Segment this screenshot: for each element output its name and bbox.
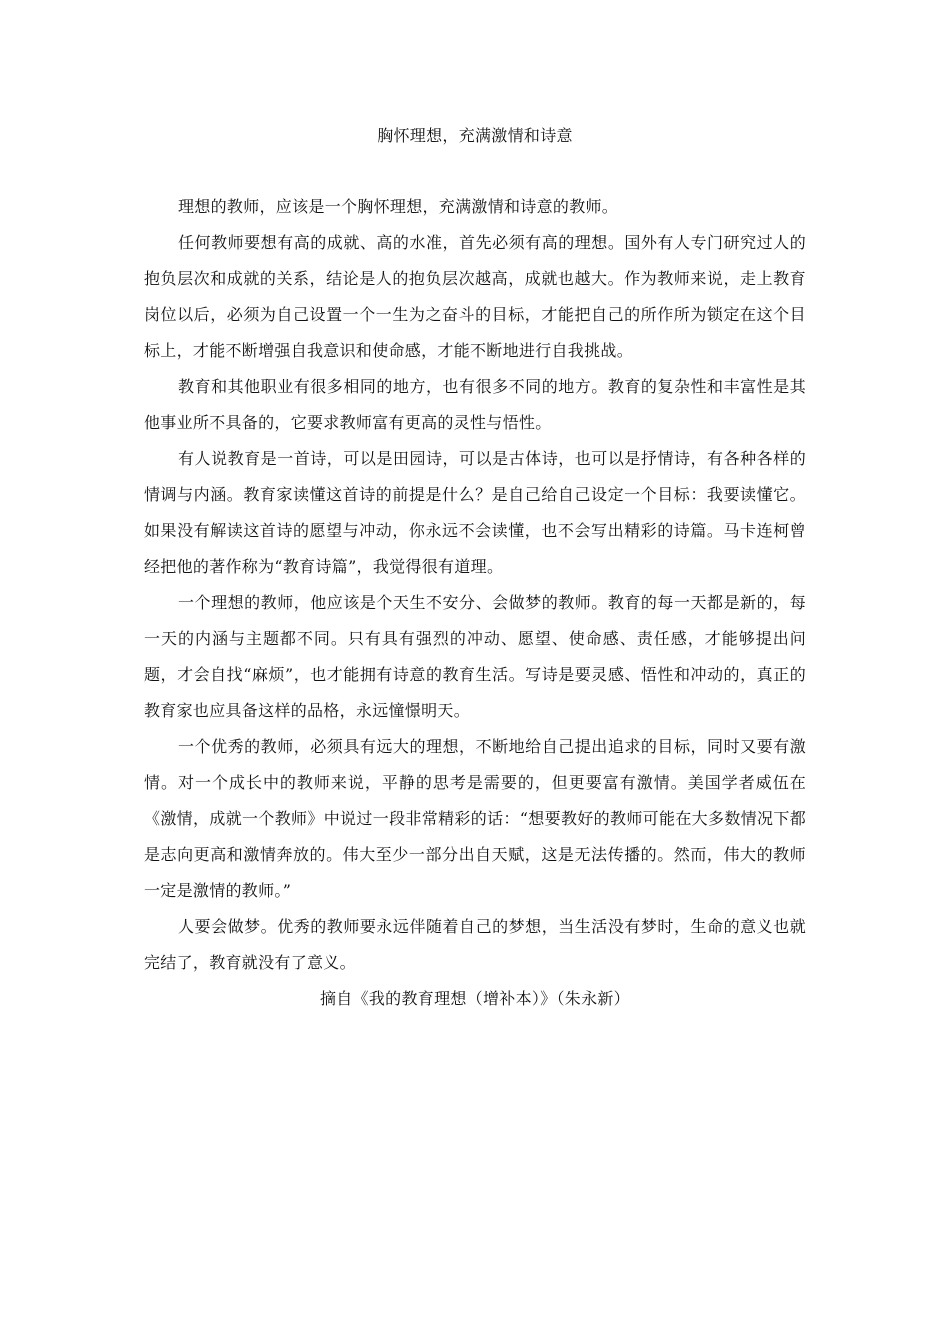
document-body (144, 189, 806, 1017)
document-title: 胸怀理想，充满激情和诗意 (377, 126, 573, 145)
paragraph-6: 一个优秀的教师，必须具有远大的理想，不断地给自己提出追求的目标，同时又要有激情。对一个成长中的教师来说，平静的思考是需要的，但更要富有激情。美国学者威伍在《激情，成就一个教师》中说过一段非常精彩的话：“想要教好的教师可能在大多数情况下都是志向更高和激情奔放的。伟大至少一部分出自天赋，这是无法传播的。然而，伟大的教师一定是激情的教师。” (144, 737, 806, 900)
paragraph-1: 理想的教师，应该是一个胸怀理想，充满激情和诗意的教师。 (178, 197, 619, 216)
source-citation: 摘自《我的教育理想（增补本）》（朱永新） (319, 989, 630, 1008)
paragraph-7: 人要会做梦。优秀的教师要永远伴随着自己的梦想，当生活没有梦时，生命的意义也就完结了，教育就没有了意义。 (144, 917, 806, 972)
paragraph-4: 有人说教育是一首诗，可以是田园诗，可以是古体诗，也可以是抒情诗，有各种各样的情调与内涵。教育家读懂这首诗的前提是什么？是自己给自己设定一个目标：我要读懂它。如果没有解读这首诗的愿望与冲动，你永远不会读懂，也不会写出精彩的诗篇。马卡连柯曾经把他的著作称为“教育诗篇”，我觉得很有道理。 (144, 449, 806, 576)
paragraph-3: 教育和其他职业有很多相同的地方，也有很多不同的地方。教育的复杂性和丰富性是其他事业所不具备的，它要求教师富有更高的灵性与悟性。 (144, 377, 806, 432)
paragraph-2: 任何教师要想有高的成就、高的水准，首先必须有高的理想。国外有人专门研究过人的抱负层次和成就的关系，结论是人的抱负层次越高，成就也越大。作为教师来说，走上教育岗位以后，必须为自己设置一个一生为之奋斗的目标，才能把自己的所作所为锁定在这个目标上，才能不断增强自我意识和使命感，才能不断地进行自我挑战。 (144, 233, 806, 360)
paragraph-5: 一个理想的教师，他应该是个天生不安分、会做梦的教师。教育的每一天都是新的，每一天的内涵与主题都不同。只有具有强烈的冲动、愿望、使命感、责任感，才能够提出问题，才会自找“麻烦”，也才能拥有诗意的教育生活。写诗是要灵感、悟性和冲动的，真正的教育家也应具备这样的品格，永远憧憬明天。 (144, 593, 806, 720)
